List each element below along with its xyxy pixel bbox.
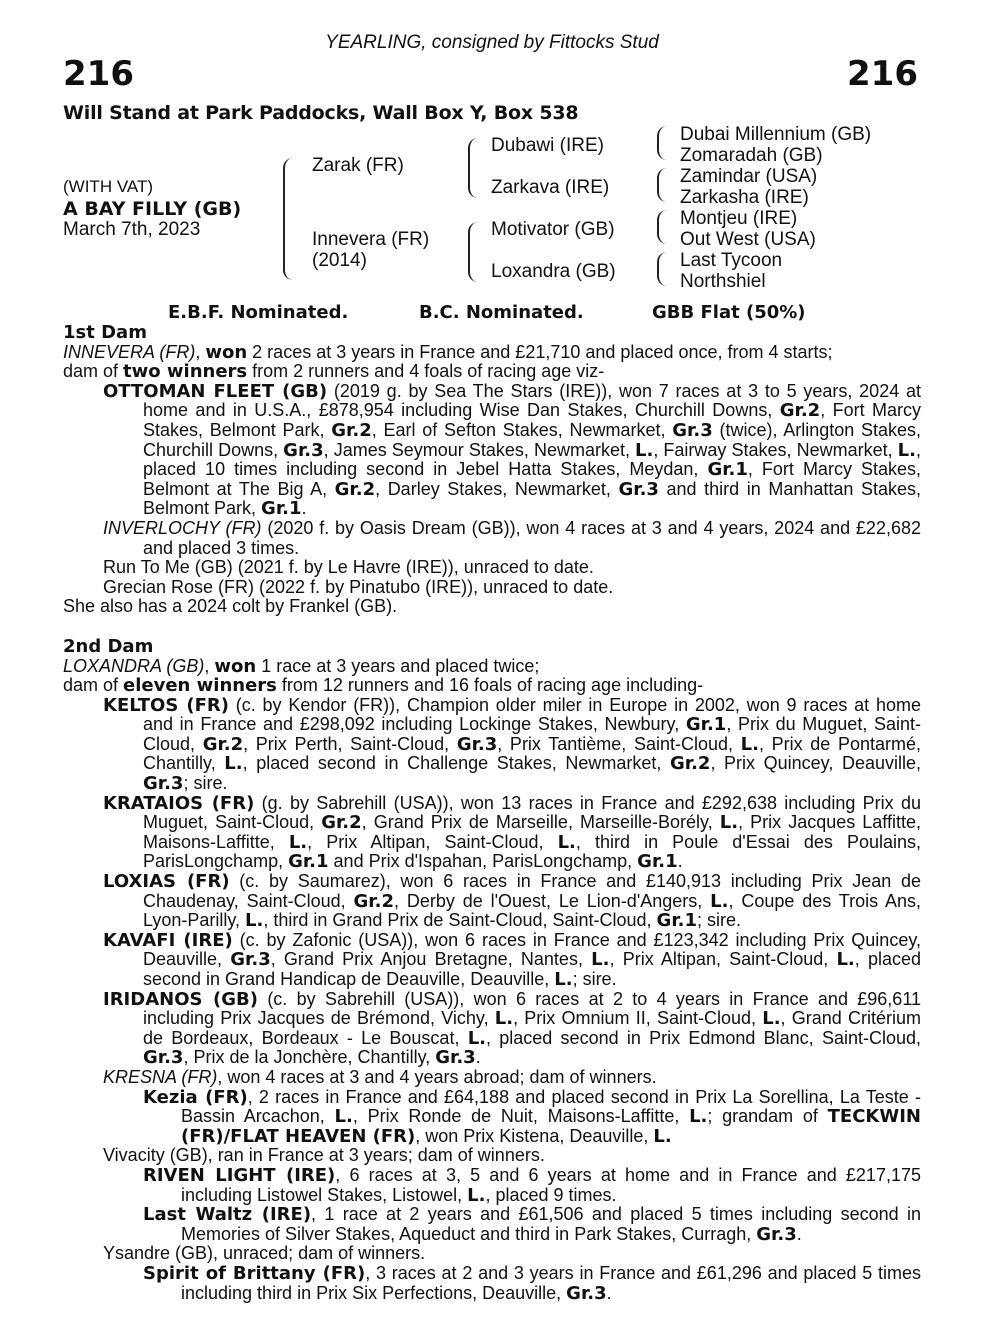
progeny-last-waltz: Last Waltz (IRE), 1 race at 2 years and £61,506 and placed 5 times including second in Memories of Silver Stakes, Aqueduct and third in Park Stakes, Curragh, Gr.3. [143,1204,921,1245]
pedigree-g3-2: Zomaradah (GB) [680,145,823,166]
progeny-keltos: KELTOS (FR) (c. by Kendor (FR)), Champion older miler in Europe in 2002, won 9 races at home and in France and £298,092 including Lockinge Stakes, Newbury, Gr.1, Prix du Muguet, Saint-Cloud, Gr.2, Prix Perth, Saint-Cloud, Gr.3, Prix Tantième, Saint-Cloud, L., Prix de Pontarmé, Chantilly, L., placed second in Challenge Stakes, Newmarket, Gr.2, Prix Quincey, Deauville, Gr.3; sire. [103,694,921,795]
pedigree-g3-3: Zamindar (USA) [680,166,818,187]
pedigree-brace-g2 [657,168,669,202]
progeny-riven-light: RIVEN LIGHT (IRE), 6 races at 3, 5 and 6 years at home and in France and £217,175 including Listowel Stakes, Listowel, L., placed 9 times. [143,1164,921,1206]
progeny-kezia: Kezia (FR), 2 races in France and £64,188 and placed second in Prix La Sorellina, La Teste - Bassin Arcachon, L., Prix Ronde de Nuit, Maisons-Laffitte, L.; grandam of TECKWIN (FR)/FLAT HEAVEN (FR), won Prix Kistena, Deauville, L. [143,1086,921,1147]
progeny-kresna: KRESNA (FR), won 4 races at 3 and 4 years abroad; dam of winners. [103,1066,657,1087]
pedigree-dam-sire: Motivator (GB) [491,219,615,240]
first-dam-heading: 1st Dam [63,322,147,343]
progeny-kavafi: KAVAFI (IRE) (c. by Zafonic (USA)), won 6 races in France and £123,342 including Prix Quincey, Deauville, Gr.3, Grand Prix Anjou Bretagne, Nantes, L., Prix Altipan, Saint-Cloud, L., placed second in Grand Handicap de Deauville, Deauville, L.; sire. [103,929,922,990]
pedigree-sire-dam: Zarkava (IRE) [491,177,610,198]
pedigree-brace-g3 [657,210,669,244]
progeny-ysandre: Ysandre (GB), unraced; dam of winners. [103,1243,426,1264]
second-dam-intro: LOXANDRA (GB), won 1 race at 3 years and placed twice; [63,655,540,677]
second-dam-produce: dam of eleven winners from 12 runners and 16 foals of racing age including- [63,675,704,697]
pedigree-brace-sire [468,138,480,198]
pedigree-g3-7: Last Tycoon [680,250,783,271]
horse-name: A BAY FILLY (GB) [63,198,242,220]
first-dam-produce: dam of two winners from 2 runners and 4 foals of racing age viz- [63,361,605,383]
progeny-vivacity: Vivacity (GB), ran in France at 3 years; dam of winners. [103,1145,545,1166]
pedigree-dam-year: (2014) [312,250,367,271]
pedigree-g3-6: Out West (USA) [680,229,816,250]
progeny-iridanos: IRIDANOS (GB) (c. by Sabrehill (USA)), won 6 races at 2 to 4 years in France and £96,611 including Prix Jacques de Brémond, Vichy, L., Prix Omnium II, Saint-Cloud, L., Grand Critérium de Bordeaux, Bordeaux - Le Bouscat, L., placed second in Prix Edmond Blanc, Saint-Cloud, Gr.3, Prix de la Jonchère, Chantilly, Gr.3. [103,988,922,1069]
gbb-nomination: GBB Flat (50%) [652,302,806,323]
pedigree-brace-dam [468,222,480,282]
pedigree-sire-sire: Dubawi (IRE) [491,135,604,156]
first-dam-also: She also has a 2024 colt by Frankel (GB). [63,596,398,617]
lot-number-left: 216 [63,54,134,94]
stand-location: Will Stand at Park Paddocks, Wall Box Y, Box 538 [63,102,579,124]
pedigree-g3-5: Montjeu (IRE) [680,208,798,229]
progeny-ottoman-fleet: OTTOMAN FLEET (GB) (2019 g. by Sea The Stars (IRE)), won 7 races at 3 to 5 years, 2024 at home and in U.S.A., £878,954 including Wise Dan Stakes, Churchill Downs, Gr.2, Fort Marcy Stakes, Belmont Park, Gr.2, Earl of Sefton Stakes, Newmarket, Gr.3 (twice), Arlington Stakes, Churchill Downs, Gr.3, James Seymour Stakes, Newmarket, L., Fairway Stakes, Newmarket, L., placed 10 times including second in Jebel Hatta Stakes, Meydan, Gr.1, Fort Marcy Stakes, Belmont at The Big A, Gr.2, Darley Stakes, Newmarket, Gr.3 and third in Manhattan Stakes, Belmont Park, Gr.1. [103,380,921,520]
pedigree-sire: Zarak (FR) [312,155,404,176]
progeny-inverlochy: INVERLOCHY (FR) (2020 f. by Oasis Dream (GB)), won 4 races at 3 and 4 years, 2024 and £22,682 and placed 3 times. [103,517,921,558]
lot-number-right: 216 [847,54,918,94]
pedigree-g3-4: Zarkasha (IRE) [680,187,809,208]
pedigree-brace-g1 [657,126,669,160]
progeny-loxias: LOXIAS (FR) (c. by Saumarez), won 6 races in France and £140,913 including Prix Jean de Chaudenay, Saint-Cloud, Gr.2, Derby de l'Ouest, Le Lion-d'Angers, L., Coupe des Trois Ans, Lyon-Parilly, L., third in Grand Prix de Saint-Cloud, Saint-Cloud, Gr.1; sire. [103,871,921,932]
vat-note: (WITH VAT) [63,177,154,196]
first-dam-intro: INNEVERA (FR), won 2 races at 3 years in France and £21,710 and placed once, from 4 starts; [63,341,833,363]
progeny-krataios: KRATAIOS (FR) (g. by Sabrehill (USA)), won 13 races in France and £292,638 including Prix du Muguet, Saint-Cloud, Gr.2, Grand Prix de Marseille, Marseille-Borély, L., Prix Jacques Laffitte, Maisons-Laffitte, L., Prix Altipan, Saint-Cloud, L., third in Poule d'Essai des Poulains, ParisLongchamp, Gr.1 and Prix d'Ispahan, ParisLongchamp, Gr.1. [103,792,921,873]
progeny-spirit-of-brittany: Spirit of Brittany (FR), 3 races at 2 and 3 years in France and £61,296 and placed 5 times including third in Prix Six Perfections, Deauville, Gr.3. [143,1262,921,1304]
pedigree-dam: Innevera (FR) [312,229,430,250]
progeny-grecian-rose: Grecian Rose (FR) (2022 f. by Pinatubo (IRE)), unraced to date. [103,576,614,597]
second-dam-heading: 2nd Dam [63,635,154,657]
consigner-line: YEARLING, consigned by Fittocks Stud [325,32,659,53]
pedigree-brace-gen1 [283,158,295,280]
pedigree-dam-dam: Loxandra (GB) [491,261,616,282]
date-of-birth: March 7th, 2023 [63,219,201,240]
pedigree-brace-g4 [657,252,669,286]
ebf-nomination: E.B.F. Nominated. [168,302,349,323]
family-text [63,323,921,1303]
pedigree-g3-1: Dubai Millennium (GB) [680,124,872,145]
bc-nomination: B.C. Nominated. [419,302,584,323]
pedigree-g3-8: Northshiel [680,271,766,292]
progeny-run-to-me: Run To Me (GB) (2021 f. by Le Havre (IRE)), unraced to date. [103,557,594,578]
